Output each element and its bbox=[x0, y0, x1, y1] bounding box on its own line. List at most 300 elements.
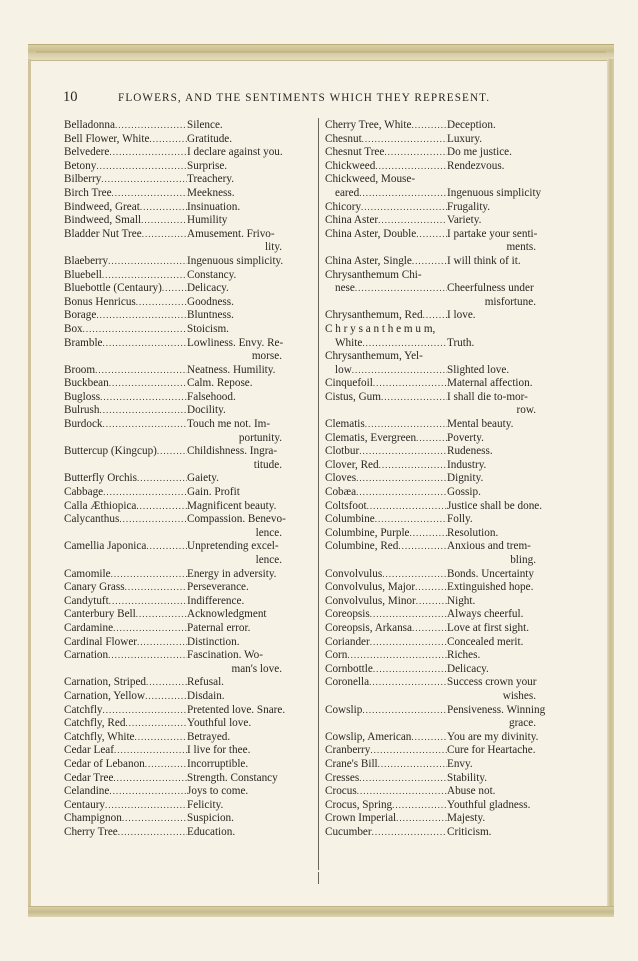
flower-sentiment: I declare against you. bbox=[187, 146, 283, 159]
flower-entry bbox=[64, 513, 312, 527]
flower-sentiment: Education. bbox=[187, 825, 236, 838]
flower-entry bbox=[64, 309, 312, 323]
flower-name: low bbox=[335, 363, 352, 376]
flower-entry bbox=[64, 812, 312, 826]
dot-leader bbox=[162, 282, 187, 296]
dot-leader bbox=[375, 513, 447, 527]
flower-sentiment: Energy in adversity. bbox=[187, 567, 277, 580]
flower-entry bbox=[64, 269, 312, 283]
flower-entry bbox=[64, 214, 312, 228]
dot-leader bbox=[379, 459, 447, 473]
flower-name: Camellia Japonica bbox=[64, 540, 147, 553]
flower-entry bbox=[325, 459, 570, 473]
flower-sentiment: Do me justice. bbox=[447, 146, 512, 159]
flower-entry bbox=[64, 119, 312, 133]
dot-leader bbox=[108, 649, 187, 663]
flower-entry bbox=[325, 119, 570, 133]
dot-leader bbox=[412, 622, 447, 636]
dot-leader bbox=[362, 704, 447, 718]
flower-sentiment: Strength. Constancy bbox=[187, 771, 278, 784]
dot-leader bbox=[141, 214, 187, 228]
dot-leader bbox=[352, 364, 447, 378]
flower-entry bbox=[64, 595, 312, 609]
flower-name: Bindweed, Small bbox=[64, 214, 142, 227]
flower-sentiment: Rendezvous. bbox=[447, 159, 505, 172]
dot-leader bbox=[101, 173, 187, 187]
dot-leader bbox=[384, 146, 447, 160]
flower-sentiment: Slighted love. bbox=[447, 363, 510, 376]
flower-name: Columbine, Red bbox=[325, 540, 399, 553]
dot-leader bbox=[370, 636, 447, 650]
flower-name: Cresses bbox=[325, 771, 360, 784]
flower-entry bbox=[325, 486, 570, 500]
column-divider-fragment bbox=[318, 872, 319, 884]
dot-leader bbox=[356, 486, 447, 500]
flower-sentiment: Amusement. Frivo- bbox=[187, 227, 275, 240]
flower-name: Crown Imperial bbox=[325, 812, 397, 825]
dot-leader bbox=[95, 364, 187, 378]
flower-entry bbox=[325, 146, 570, 160]
flower-entry bbox=[325, 133, 570, 147]
flower-entry bbox=[64, 418, 312, 432]
flower-entry bbox=[64, 568, 312, 582]
dot-leader bbox=[136, 296, 187, 310]
sentiment-continuation: row. bbox=[516, 404, 536, 417]
dot-leader bbox=[412, 255, 447, 269]
flower-name: Cedar Tree bbox=[64, 771, 114, 784]
flower-sentiment: I will think of it. bbox=[447, 254, 521, 267]
page-number: 10 bbox=[63, 89, 78, 105]
flower-name: Candytuft bbox=[64, 594, 109, 607]
flower-sentiment: Envy. bbox=[447, 757, 473, 770]
flower-sentiment: Acknowledgment bbox=[187, 608, 267, 621]
dot-leader bbox=[157, 445, 187, 459]
flower-name: Cedar of Lebanon bbox=[64, 757, 145, 770]
flower-name: Crocus bbox=[325, 785, 357, 798]
entry-name-line: Chrysanthemum Chi- bbox=[325, 268, 422, 281]
flower-sentiment: Stoicism. bbox=[187, 322, 229, 335]
flower-entry bbox=[325, 282, 570, 296]
flower-entry bbox=[64, 201, 312, 215]
sentiment-continuation: titude. bbox=[253, 458, 282, 471]
dot-leader bbox=[423, 309, 447, 323]
dot-leader bbox=[410, 527, 447, 541]
flower-name: Cabbage bbox=[64, 486, 104, 499]
flower-name: Butterfly Orchis bbox=[64, 472, 138, 485]
flower-sentiment: Delicacy. bbox=[447, 662, 489, 675]
flower-sentiment: Poverty. bbox=[447, 431, 484, 444]
flower-entry bbox=[64, 785, 312, 799]
dot-leader bbox=[103, 418, 187, 432]
flower-entry bbox=[325, 540, 570, 554]
dot-leader bbox=[367, 500, 447, 514]
sentiment-continuation: wishes. bbox=[502, 689, 536, 702]
flower-name: Celandine bbox=[64, 785, 110, 798]
dot-leader bbox=[118, 826, 187, 840]
dot-leader bbox=[359, 445, 447, 459]
dot-leader bbox=[381, 391, 447, 405]
dot-leader bbox=[378, 214, 447, 228]
dot-leader bbox=[359, 772, 447, 786]
dot-leader bbox=[113, 622, 187, 636]
flower-name: Carnation bbox=[64, 649, 109, 662]
dot-leader bbox=[140, 201, 187, 215]
flower-sentiment: You are my divinity. bbox=[447, 730, 539, 743]
flower-sentiment: Youthful love. bbox=[187, 717, 252, 730]
flower-sentiment: Always cheerful. bbox=[447, 608, 524, 621]
flower-entry bbox=[64, 187, 312, 201]
page-frame-top bbox=[28, 44, 614, 61]
flower-entry bbox=[64, 731, 312, 745]
flower-sentiment: Unpretending excel- bbox=[187, 540, 279, 553]
flower-name: Cherry Tree, White bbox=[325, 119, 412, 131]
flower-entry bbox=[325, 826, 570, 840]
flower-entry bbox=[325, 731, 570, 745]
dot-leader bbox=[114, 744, 187, 758]
flower-name: Borage bbox=[64, 309, 97, 322]
dot-leader bbox=[415, 581, 447, 595]
flower-entry bbox=[325, 391, 570, 405]
dot-leader bbox=[145, 690, 187, 704]
flower-sentiment: Incorruptible. bbox=[187, 757, 249, 770]
dot-leader bbox=[416, 228, 447, 242]
flower-name: Cistus, Gum bbox=[325, 390, 381, 403]
flower-sentiment: Fascination. Wo- bbox=[187, 649, 263, 662]
dot-leader bbox=[136, 608, 187, 622]
dot-leader bbox=[373, 377, 447, 391]
flower-name: eared bbox=[335, 186, 360, 199]
flower-sentiment: Docility. bbox=[187, 404, 226, 417]
dot-leader bbox=[115, 119, 187, 133]
flower-sentiment: Criticism. bbox=[447, 825, 492, 838]
sentiment-continuation: morse. bbox=[251, 350, 282, 363]
flower-name: Coronella bbox=[325, 676, 370, 689]
dot-leader bbox=[362, 337, 447, 351]
dot-leader bbox=[105, 799, 187, 813]
flower-name: Clotbur bbox=[325, 445, 360, 458]
flower-name: Clover, Red bbox=[325, 458, 379, 471]
flower-name: Blaeberry bbox=[64, 254, 109, 267]
flower-sentiment: Frugality. bbox=[447, 200, 491, 213]
dot-leader bbox=[370, 744, 447, 758]
dot-leader bbox=[136, 500, 187, 514]
flower-name: Bluebottle (Centaury) bbox=[64, 282, 162, 295]
flower-entry bbox=[64, 744, 312, 758]
flower-name: Chicory bbox=[325, 200, 362, 213]
flower-sentiment: Delicacy. bbox=[187, 282, 229, 295]
flower-entry bbox=[325, 744, 570, 758]
dot-leader bbox=[109, 785, 187, 799]
page-header bbox=[63, 89, 603, 111]
flower-entry bbox=[64, 500, 312, 514]
flower-name: Coreopsis, Arkansa bbox=[325, 621, 413, 634]
flower-name: China Aster, Double bbox=[325, 227, 417, 240]
flower-sentiment: Dignity. bbox=[447, 472, 484, 485]
dot-leader bbox=[392, 799, 447, 813]
flower-name: Broom bbox=[64, 363, 96, 376]
flower-entry bbox=[325, 337, 570, 351]
dot-leader bbox=[122, 812, 187, 826]
flower-sentiment: Riches. bbox=[447, 649, 481, 662]
flower-sentiment: Resolution. bbox=[447, 526, 499, 539]
flower-name: Coreopsis bbox=[325, 608, 370, 621]
sentiment-continuation: bling. bbox=[510, 554, 536, 566]
dot-leader bbox=[103, 337, 187, 351]
flower-entry bbox=[64, 228, 312, 242]
flower-sentiment: Truth. bbox=[447, 336, 475, 349]
flower-sentiment: Suspicion. bbox=[187, 812, 234, 825]
dot-leader bbox=[370, 608, 447, 622]
dot-leader bbox=[125, 581, 187, 595]
dot-leader bbox=[109, 595, 187, 609]
flower-name: Carnation, Striped bbox=[64, 676, 147, 689]
flower-name: Bindweed, Great bbox=[64, 200, 140, 213]
dot-leader bbox=[416, 595, 447, 609]
flower-sentiment: Folly. bbox=[447, 513, 473, 526]
flower-name: Champignon bbox=[64, 812, 122, 825]
flower-name: Chickweed bbox=[325, 159, 376, 172]
flower-entry bbox=[325, 160, 570, 174]
page-frame-bottom bbox=[28, 906, 614, 917]
dot-leader bbox=[355, 282, 447, 296]
flower-sentiment: Gain. Profit bbox=[187, 486, 240, 499]
flower-entry bbox=[64, 173, 312, 187]
flower-entry bbox=[325, 445, 570, 459]
dot-leader bbox=[109, 377, 187, 391]
flower-name: Bugloss bbox=[64, 390, 101, 403]
flower-name: Bilberry bbox=[64, 173, 102, 186]
flower-name: Camomile bbox=[64, 567, 111, 580]
flower-name: Cucumber bbox=[325, 825, 372, 838]
flower-sentiment: Luxury. bbox=[447, 132, 483, 145]
flower-name: Calycanthus bbox=[64, 513, 120, 526]
flower-sentiment: Ingenuous simplicity. bbox=[187, 254, 284, 267]
flower-sentiment: Ingenuous simplicity bbox=[447, 186, 542, 199]
flower-name: Buttercup (Kingcup) bbox=[64, 445, 157, 458]
dot-leader bbox=[146, 676, 187, 690]
flower-entry bbox=[64, 486, 312, 500]
flower-entry bbox=[325, 432, 570, 446]
dot-leader bbox=[108, 255, 187, 269]
flower-name: Cobæa bbox=[325, 486, 357, 499]
flower-name: Box bbox=[64, 322, 83, 335]
flower-entry bbox=[325, 772, 570, 786]
flower-name: China Aster, Single bbox=[325, 254, 412, 267]
flower-entry bbox=[64, 690, 312, 704]
flower-sentiment: Maternal affection. bbox=[447, 377, 533, 390]
dot-leader bbox=[103, 704, 187, 718]
flower-sentiment: I shall die to-mor- bbox=[447, 390, 528, 403]
flower-entry bbox=[325, 255, 570, 269]
flower-entry bbox=[64, 445, 312, 459]
flower-entry bbox=[64, 758, 312, 772]
flower-entry bbox=[64, 581, 312, 595]
sentiment-continuation: misfortune. bbox=[484, 295, 536, 308]
flower-name: Chrysanthemum, Red bbox=[325, 309, 423, 322]
entry-name-line: Chickweed, Mouse- bbox=[325, 173, 416, 186]
dot-leader bbox=[99, 404, 187, 418]
flower-name: Calla Æthiopica bbox=[64, 499, 137, 512]
flower-sentiment: Stability. bbox=[447, 771, 487, 784]
flower-sentiment: Gossip. bbox=[447, 486, 481, 499]
flower-sentiment: Constancy. bbox=[187, 268, 237, 281]
flower-sentiment: I live for thee. bbox=[187, 744, 251, 757]
dot-leader bbox=[382, 568, 447, 582]
sentiment-continuation: grace. bbox=[508, 717, 536, 730]
flower-entry bbox=[325, 228, 570, 242]
flower-sentiment: Love at first sight. bbox=[447, 621, 530, 634]
dot-leader bbox=[373, 663, 447, 677]
flower-sentiment: Pensiveness. Winning bbox=[447, 703, 546, 716]
flower-name: Bladder Nut Tree bbox=[64, 227, 142, 240]
running-head: FLOWERS, AND THE SENTIMENTS WHICH THEY REPRESENT. bbox=[118, 92, 491, 104]
dot-leader bbox=[372, 826, 447, 840]
flower-sentiment: Justice shall be done. bbox=[447, 499, 543, 512]
flower-sentiment: Extinguished hope. bbox=[447, 581, 534, 594]
flower-sentiment: Distinction. bbox=[187, 635, 240, 648]
flower-name: Clematis, Evergreen bbox=[325, 431, 417, 444]
flower-sentiment: Compassion. Benevo- bbox=[187, 513, 286, 526]
flower-entry bbox=[325, 472, 570, 486]
flower-sentiment: Treachery. bbox=[187, 173, 235, 186]
flower-name: Cowslip bbox=[325, 703, 363, 716]
flower-entry bbox=[64, 146, 312, 160]
flower-entry bbox=[64, 704, 312, 718]
dot-leader bbox=[378, 758, 447, 772]
flower-sentiment: I partake your senti- bbox=[447, 227, 538, 240]
flower-name: Crane's Bill bbox=[325, 757, 378, 770]
dot-leader bbox=[396, 812, 447, 826]
sentiment-continuation: ments. bbox=[506, 241, 536, 254]
flower-entry bbox=[325, 500, 570, 514]
flower-entry bbox=[325, 527, 570, 541]
flower-entry bbox=[64, 391, 312, 405]
dot-leader bbox=[369, 676, 447, 690]
flower-entry bbox=[64, 636, 312, 650]
flower-name: Centaury bbox=[64, 798, 106, 811]
flower-sentiment: Industry. bbox=[447, 458, 487, 471]
flower-name: Cranberry bbox=[325, 744, 371, 757]
flower-name: Bluebell bbox=[64, 268, 102, 281]
flower-sentiment: Disdain. bbox=[187, 689, 225, 702]
dot-leader bbox=[102, 269, 187, 283]
dot-leader bbox=[113, 772, 187, 786]
dot-leader bbox=[96, 309, 187, 323]
flower-sentiment: Joys to come. bbox=[187, 785, 249, 798]
dot-leader bbox=[398, 540, 447, 554]
sentiment-continuation: lence. bbox=[255, 554, 282, 566]
dot-leader bbox=[142, 228, 187, 242]
flower-entry bbox=[64, 826, 312, 840]
flower-entry bbox=[325, 214, 570, 228]
flower-name: Cardamine bbox=[64, 621, 114, 634]
dot-leader bbox=[125, 717, 187, 731]
flower-name: Chesnut bbox=[325, 132, 362, 145]
flower-sentiment: Betrayed. bbox=[187, 730, 231, 743]
dot-leader bbox=[96, 160, 187, 174]
flower-sentiment: Childishness. Ingra- bbox=[187, 445, 278, 458]
flower-entry bbox=[64, 622, 312, 636]
flower-entry bbox=[325, 649, 570, 663]
dot-leader bbox=[137, 472, 187, 486]
flower-name: Catchfly, White bbox=[64, 730, 135, 743]
flower-name: Bulrush bbox=[64, 404, 100, 417]
flower-entry bbox=[64, 255, 312, 269]
dot-leader bbox=[83, 323, 187, 337]
dot-leader bbox=[356, 472, 447, 486]
dot-leader bbox=[103, 486, 187, 500]
flower-sentiment: Humility bbox=[187, 214, 228, 227]
flower-sentiment: Success crown your bbox=[447, 676, 537, 689]
flower-sentiment: Silence. bbox=[187, 119, 223, 131]
flower-name: White bbox=[335, 336, 363, 349]
flower-sentiment: Youthful gladness. bbox=[447, 798, 531, 811]
flower-sentiment: Refusal. bbox=[187, 676, 224, 689]
flower-sentiment: Rudeness. bbox=[447, 445, 493, 458]
flower-entry bbox=[64, 772, 312, 786]
flower-entry bbox=[325, 608, 570, 622]
flower-name: Chesnut Tree bbox=[325, 146, 385, 159]
flower-sentiment: Falsehood. bbox=[187, 390, 236, 403]
page-frame-left bbox=[28, 59, 31, 914]
flower-name: Columbine, Purple bbox=[325, 526, 410, 539]
flower-name: Belladonna bbox=[64, 119, 115, 131]
flower-sentiment: Bonds. Uncertainty bbox=[447, 567, 534, 580]
dot-leader bbox=[362, 133, 447, 147]
dot-leader bbox=[145, 758, 187, 772]
flower-name: China Aster bbox=[325, 214, 379, 227]
sentiment-continuation: portunity. bbox=[238, 431, 282, 444]
flower-sentiment: Meekness. bbox=[187, 186, 235, 199]
flower-entry bbox=[64, 133, 312, 147]
flower-entry bbox=[64, 472, 312, 486]
flower-name: Cherry Tree bbox=[64, 825, 118, 838]
flower-entry bbox=[325, 758, 570, 772]
flower-name: Convolvulus, Minor bbox=[325, 594, 416, 607]
flower-name: Carnation, Yellow bbox=[64, 689, 146, 702]
flower-entry bbox=[325, 418, 570, 432]
flower-sentiment: Anxious and trem- bbox=[447, 540, 531, 553]
flower-name: Cowslip, American bbox=[325, 730, 412, 743]
flower-entry bbox=[325, 581, 570, 595]
flower-entry bbox=[64, 404, 312, 418]
flower-sentiment: Majesty. bbox=[447, 812, 486, 825]
flower-name: Columbine bbox=[325, 513, 375, 526]
flower-entry bbox=[325, 201, 570, 215]
flower-name: Cedar Leaf bbox=[64, 744, 114, 757]
flower-name: Bonus Henricus bbox=[64, 295, 136, 308]
flower-name: Bramble bbox=[64, 336, 103, 349]
flower-name: Belvedere bbox=[64, 146, 110, 159]
flower-sentiment: Lowliness. Envy. Re- bbox=[187, 336, 284, 349]
flower-sentiment: Abuse not. bbox=[447, 785, 496, 798]
dot-leader bbox=[375, 160, 447, 174]
flower-entry bbox=[325, 799, 570, 813]
flower-name: Cloves bbox=[325, 472, 357, 485]
flower-sentiment: Felicity. bbox=[187, 798, 224, 811]
flower-name: nese bbox=[335, 282, 355, 295]
flower-name: Cardinal Flower bbox=[64, 635, 138, 648]
flower-sentiment: Variety. bbox=[447, 214, 482, 227]
flower-sentiment: Mental beauty. bbox=[447, 418, 514, 431]
flower-entry bbox=[64, 649, 312, 663]
flower-sentiment: Magnificent beauty. bbox=[187, 499, 277, 512]
flower-sentiment: Deception. bbox=[447, 119, 496, 131]
left-column bbox=[64, 119, 312, 839]
flower-sentiment: Surprise. bbox=[187, 159, 228, 172]
entry-name-line: C h r y s a n t h e m u m, bbox=[325, 322, 436, 335]
flower-entry bbox=[64, 799, 312, 813]
